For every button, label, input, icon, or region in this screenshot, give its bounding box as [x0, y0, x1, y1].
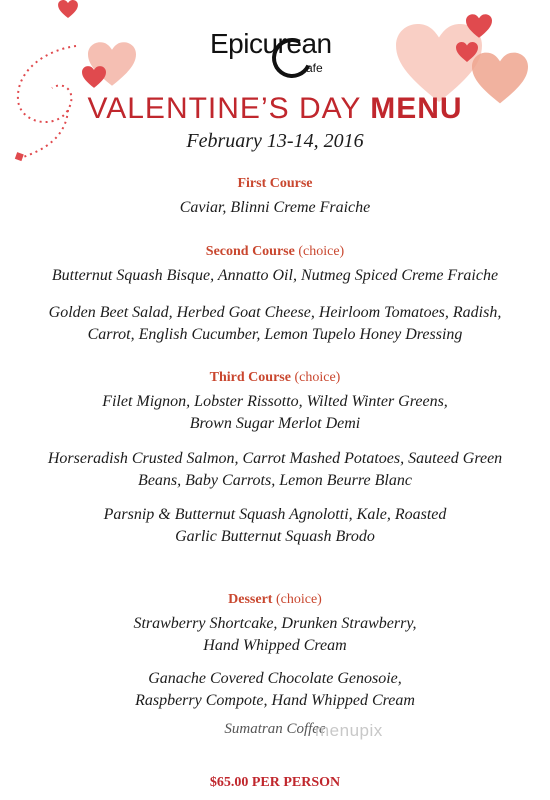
- coffee-item: Sumatran Coffee: [224, 721, 326, 737]
- menu-item: Horseradish Crusted Salmon, Carrot Mashed Potatoes, Sauteed Green Beans, Baby Carrots, Lemon Beurre Blanc: [47, 450, 503, 489]
- menu-title: [0, 92, 550, 126]
- heart-icon: [466, 14, 492, 38]
- course-name: Dessert: [228, 592, 273, 607]
- watermark: menupix: [315, 721, 383, 740]
- heart-icon: [58, 0, 78, 18]
- logo-sub: afe: [306, 61, 323, 75]
- menu-item: Ganache Covered Chocolate Genosoie, Raspberry Compote, Hand Whipped Cream: [135, 670, 415, 709]
- menu-item: Strawberry Shortcake, Drunken Strawberry, Hand Whipped Cream: [133, 615, 417, 654]
- menu-date: February 13-14, 2016: [186, 130, 364, 152]
- course-name: Third Course: [209, 370, 291, 385]
- menu-item: Caviar, Blinni Creme Fraiche: [179, 199, 371, 216]
- course-choice-note: (choice): [290, 370, 341, 385]
- heart-icon: [456, 42, 478, 62]
- menu-item: Parsnip & Butternut Squash Agnolotti, Kale, Roasted Garlic Butternut Squash Brodo: [103, 506, 447, 545]
- title-text: VALENTINE’S DAY: [87, 92, 371, 125]
- price: $65.00 PER PERSON: [209, 775, 341, 790]
- epicurean-cafe-logo: [210, 18, 350, 78]
- course-choice-note: (choice): [272, 592, 322, 607]
- logo-word: Epicurean: [210, 28, 332, 59]
- course-name: First Course: [237, 176, 313, 191]
- course-heading-first: [0, 176, 550, 192]
- menu-item: Golden Beet Salad, Herbed Goat Cheese, Heirloom Tomatoes, Radish, Carrot, English Cucumber, Lemon Tupelo Honey Dressing: [48, 304, 502, 343]
- menu-item: Filet Mignon, Lobster Rissotto, Wilted Winter Greens, Brown Sugar Merlot Demi: [102, 393, 448, 432]
- course-choice-note: (choice): [294, 244, 345, 259]
- course-heading-third: [0, 370, 550, 386]
- course-heading-second: [0, 244, 550, 260]
- course-name: Second Course: [205, 244, 295, 259]
- course-heading-dessert: [0, 592, 550, 608]
- menu-item: Butternut Squash Bisque, Annatto Oil, Nutmeg Spiced Creme Fraiche: [51, 267, 499, 284]
- title-menu-word: MENU: [370, 92, 463, 125]
